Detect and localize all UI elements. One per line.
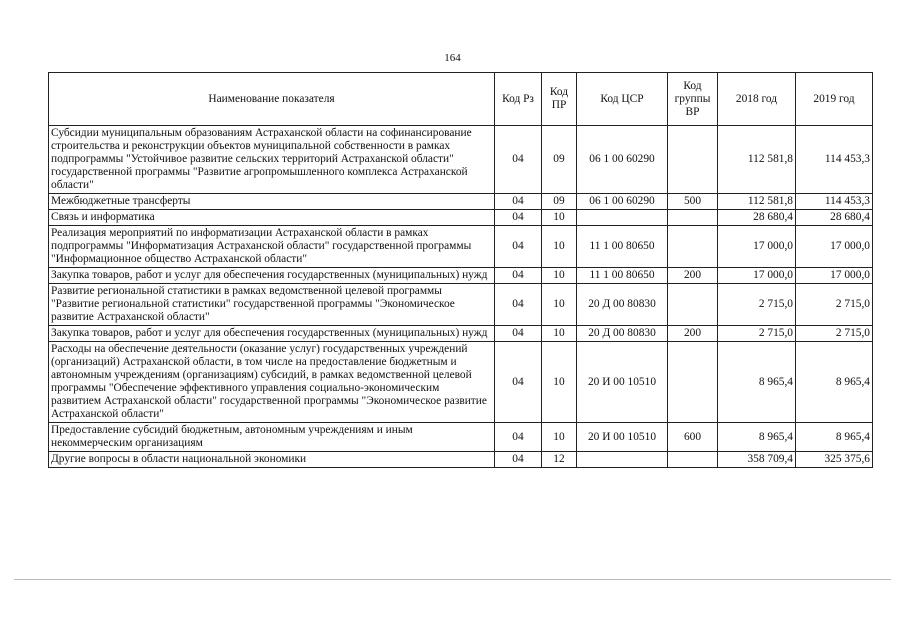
table-row <box>49 268 873 284</box>
cell-csr: 06 1 00 60290 <box>577 194 668 210</box>
cell-name: Реализация мероприятий по информатизации Астраханской области в рамках подпрограммы "Информатизация Астраханской области" государственной программы "Информационное общество Астраханской области" <box>49 226 495 268</box>
cell-csr: 11 1 00 80650 <box>577 226 668 268</box>
cell-csr <box>577 210 668 226</box>
budget-table <box>48 72 873 468</box>
cell-y2018: 2 715,0 <box>718 326 796 342</box>
cell-vr <box>668 452 718 468</box>
col-header-pr: Код ПР <box>542 73 577 126</box>
cell-pr: 10 <box>542 284 577 326</box>
cell-y2018: 112 581,8 <box>718 194 796 210</box>
cell-csr: 20 И 00 10510 <box>577 342 668 423</box>
col-header-name: Наименование показателя <box>49 73 495 126</box>
cell-name: Связь и информатика <box>49 210 495 226</box>
cell-y2018: 358 709,4 <box>718 452 796 468</box>
col-header-vr: Код группы ВР <box>668 73 718 126</box>
cell-vr <box>668 226 718 268</box>
cell-rz: 04 <box>495 268 542 284</box>
col-header-2019: 2019 год <box>796 73 873 126</box>
cell-csr: 20 Д 00 80830 <box>577 284 668 326</box>
cell-y2018: 2 715,0 <box>718 284 796 326</box>
cell-y2018: 8 965,4 <box>718 423 796 452</box>
cell-pr: 10 <box>542 342 577 423</box>
table-header-row <box>49 73 873 126</box>
cell-rz: 04 <box>495 126 542 194</box>
cell-vr <box>668 284 718 326</box>
cell-csr: 20 И 00 10510 <box>577 423 668 452</box>
cell-y2018: 17 000,0 <box>718 226 796 268</box>
cell-vr: 600 <box>668 423 718 452</box>
cell-y2019: 2 715,0 <box>796 284 873 326</box>
cell-name: Развитие региональной статистики в рамках ведомственной целевой программы "Развитие региональной статистики" государственной программы "Экономическое развитие Астраханской области" <box>49 284 495 326</box>
cell-rz: 04 <box>495 210 542 226</box>
cell-csr <box>577 452 668 468</box>
cell-pr: 09 <box>542 126 577 194</box>
cell-rz: 04 <box>495 284 542 326</box>
cell-name: Межбюджетные трансферты <box>49 194 495 210</box>
cell-pr: 10 <box>542 226 577 268</box>
table-row <box>49 326 873 342</box>
cell-rz: 04 <box>495 342 542 423</box>
table-row <box>49 210 873 226</box>
cell-name: Субсидии муниципальным образованиям Астраханской области на софинансирование строительства и реконструкции объектов муниципальной собственности в рамках подпрограммы "Устойчивое развитие сельских территорий Астраханской области" государственной программы "Развитие агропромышленного комплекса Астраханской области" <box>49 126 495 194</box>
cell-y2019: 17 000,0 <box>796 226 873 268</box>
table-row <box>49 423 873 452</box>
cell-y2019: 17 000,0 <box>796 268 873 284</box>
page-number: 164 <box>444 52 461 64</box>
cell-csr: 06 1 00 60290 <box>577 126 668 194</box>
cell-pr: 10 <box>542 326 577 342</box>
cell-y2019: 28 680,4 <box>796 210 873 226</box>
table-row <box>49 126 873 194</box>
cell-y2018: 17 000,0 <box>718 268 796 284</box>
page-bottom-divider <box>14 579 891 580</box>
col-header-rz: Код Рз <box>495 73 542 126</box>
table-row <box>49 226 873 268</box>
cell-vr: 500 <box>668 194 718 210</box>
cell-y2019: 2 715,0 <box>796 326 873 342</box>
cell-vr <box>668 342 718 423</box>
cell-y2018: 8 965,4 <box>718 342 796 423</box>
table-row <box>49 342 873 423</box>
cell-name: Закупка товаров, работ и услуг для обеспечения государственных (муниципальных) нужд <box>49 326 495 342</box>
cell-vr <box>668 210 718 226</box>
cell-y2019: 325 375,6 <box>796 452 873 468</box>
cell-vr <box>668 126 718 194</box>
cell-name: Закупка товаров, работ и услуг для обеспечения государственных (муниципальных) нужд <box>49 268 495 284</box>
cell-y2019: 114 453,3 <box>796 126 873 194</box>
cell-rz: 04 <box>495 326 542 342</box>
cell-y2018: 112 581,8 <box>718 126 796 194</box>
cell-name: Расходы на обеспечение деятельности (оказание услуг) государственных учреждений (организаций) Астраханской области, в том числе на предоставление бюджетным и автономным учреждениям (организациям) субсидий, в рамках ведомственной целевой программы "Обеспечение эффективного управления социально-экономическим развитием Астраханской области" государственной программы "Экономическое развитие Астраханской области" <box>49 342 495 423</box>
cell-y2019: 114 453,3 <box>796 194 873 210</box>
cell-rz: 04 <box>495 226 542 268</box>
table-row <box>49 452 873 468</box>
cell-pr: 10 <box>542 268 577 284</box>
cell-vr: 200 <box>668 326 718 342</box>
cell-rz: 04 <box>495 423 542 452</box>
cell-pr: 10 <box>542 423 577 452</box>
cell-rz: 04 <box>495 194 542 210</box>
cell-y2019: 8 965,4 <box>796 423 873 452</box>
cell-vr: 200 <box>668 268 718 284</box>
cell-y2019: 8 965,4 <box>796 342 873 423</box>
cell-pr: 10 <box>542 210 577 226</box>
cell-name: Предоставление субсидий бюджетным, автономным учреждениям и иным некоммерческим организациям <box>49 423 495 452</box>
col-header-csr: Код ЦСР <box>577 73 668 126</box>
cell-name: Другие вопросы в области национальной экономики <box>49 452 495 468</box>
cell-pr: 09 <box>542 194 577 210</box>
table-row <box>49 284 873 326</box>
table-row <box>49 194 873 210</box>
cell-csr: 11 1 00 80650 <box>577 268 668 284</box>
cell-y2018: 28 680,4 <box>718 210 796 226</box>
cell-rz: 04 <box>495 452 542 468</box>
cell-csr: 20 Д 00 80830 <box>577 326 668 342</box>
cell-pr: 12 <box>542 452 577 468</box>
col-header-2018: 2018 год <box>718 73 796 126</box>
